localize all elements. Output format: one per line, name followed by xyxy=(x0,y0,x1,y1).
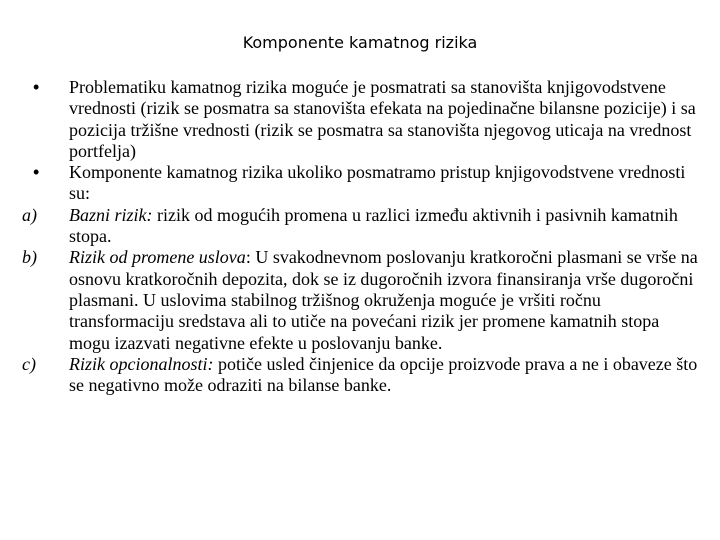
item-text: potiče usled činjenice da opcije proizvode prava a ne i obaveze što se negativno može odraziti na bilanse banke. xyxy=(69,353,698,396)
item-text: rizik od mogućih promena u razlici između aktivnih i pasivnih kamatnih stopa. xyxy=(69,204,678,247)
list-item-bullet-2 xyxy=(0,162,700,205)
list-item-b xyxy=(0,247,700,353)
term-rizik-od-promene-uslova: Rizik od promene uslova xyxy=(69,247,246,268)
item-text: Komponente kamatnog rizika ukoliko posmatramo pristup knjigovodstvene vrednosti su: xyxy=(69,162,686,204)
bullet-marker: • xyxy=(33,77,40,97)
bullet-marker: • xyxy=(33,162,40,183)
term-bazni-rizik: Bazni rizik: xyxy=(69,204,153,225)
item-text: Problematiku kamatnog rizika moguće je posmatrati sa stanovišta knjigovodstvene vrednosti (rizik se posmatra sa stanovišta efekata na pojedinačne bilansne pozicije) i sa pozicija tržišne vrednosti (rizik se posmatra sa stanovišta njegovog uticaja na vrednost portfelja) xyxy=(69,77,696,161)
item-text: : U svakodnevnom poslovanju kratkoročni plasmani se vrše na osnovu kratkoročnih depozita, dok se iz dugoročnih izvora finansiranja vrše dugoročni plasmani. U uslovima stabilnog tržišnog okruženja moguće je vršiti ročnu transformaciju sredstava ali to utiče na povećani rizik jer promene kamatnih stopa mogu izazvati negativne efekte u poslovanju banke. xyxy=(69,247,698,353)
term-rizik-opcionalnosti: Rizik opcionalnosti: xyxy=(69,353,214,374)
list-marker-c: c) xyxy=(22,353,36,374)
list-item-a xyxy=(0,205,700,248)
list-marker-a: a) xyxy=(22,204,37,225)
slide-title: Komponente kamatnog rizika xyxy=(242,33,478,52)
slide-content xyxy=(0,77,700,396)
list-item-bullet-1 xyxy=(0,77,700,162)
list-item-c xyxy=(0,354,700,397)
list-marker-b: b) xyxy=(22,247,37,268)
